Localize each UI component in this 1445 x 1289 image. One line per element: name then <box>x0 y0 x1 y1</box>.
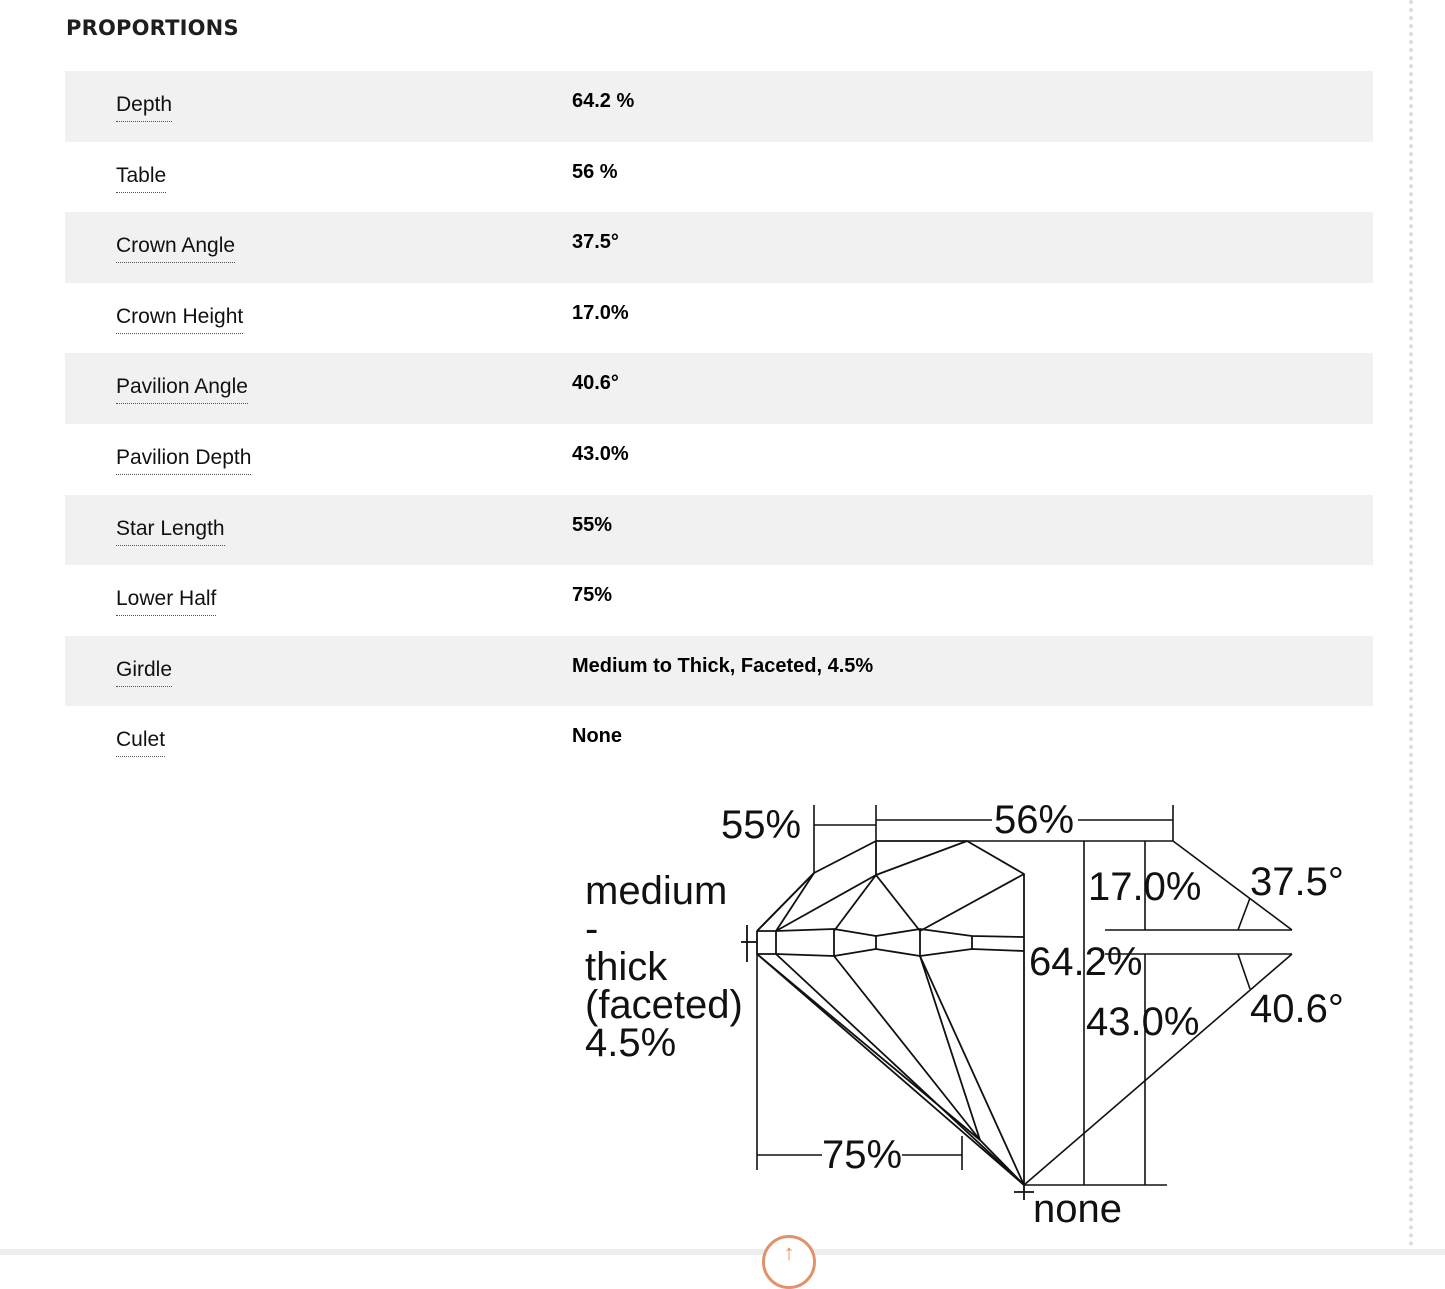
girdle-value: Medium to Thick, Faceted, 4.5% <box>572 654 874 677</box>
crown-facet <box>920 874 1024 931</box>
depth-label[interactable]: Depth <box>116 92 172 122</box>
scroll-to-top-button[interactable] <box>762 1235 816 1289</box>
crown-height-diagram-label: 17.0% <box>1088 865 1202 909</box>
pavilion-angle-diagram-label: 40.6° <box>1250 987 1344 1031</box>
girdle-line-percent: 4.5% <box>585 1021 677 1065</box>
crown-angle-diagram-label: 37.5° <box>1250 860 1344 904</box>
table-label[interactable]: Table <box>116 163 166 193</box>
pavilion-facet <box>834 956 980 1140</box>
crown-facet <box>757 873 814 931</box>
pavilion-angle-value: 40.6° <box>572 372 619 395</box>
proportions-table <box>65 71 1373 777</box>
table-row <box>65 495 1373 566</box>
table-row <box>65 706 1373 777</box>
girdle-diagram-label <box>585 869 743 1065</box>
crown-height-value: 17.0% <box>572 301 629 324</box>
lower-half-label[interactable]: Lower Half <box>116 586 216 616</box>
section-title: PROPORTIONS <box>66 16 239 40</box>
girdle-line-dash: - <box>585 907 599 951</box>
crown-height-label[interactable]: Crown Height <box>116 304 243 334</box>
table-row <box>65 142 1373 213</box>
crown-facet <box>834 875 876 931</box>
culet-diagram-label: none <box>1033 1187 1122 1231</box>
crown-facet <box>876 841 967 875</box>
diamond-outline <box>741 841 1034 1200</box>
culet-value: None <box>572 725 622 748</box>
table-diagram-label: 56% <box>994 798 1075 842</box>
pavilion-depth-label[interactable]: Pavilion Depth <box>116 445 251 475</box>
depth-value: 64.2 % <box>572 90 635 112</box>
crown-facet <box>776 873 814 931</box>
pavilion-facet <box>980 1140 1024 1185</box>
pavilion-facet <box>920 956 1024 1185</box>
crown-angle-value: 37.5° <box>572 231 619 254</box>
table-row <box>65 565 1373 636</box>
bottom-strip <box>0 1249 1445 1255</box>
table-row <box>65 212 1373 283</box>
pavilion-depth-diagram-label: 43.0% <box>1086 1000 1200 1044</box>
lower-half-value: 75% <box>572 584 613 607</box>
girdle-line-medium: medium <box>585 869 728 913</box>
dimension-lines <box>757 805 1292 1185</box>
pavilion-outline <box>757 954 1024 1185</box>
crown-angle-label[interactable]: Crown Angle <box>116 233 235 263</box>
table-row <box>65 71 1373 142</box>
girdle-bottom <box>757 949 1024 956</box>
girdle-line-thick: thick <box>585 945 668 989</box>
table-row <box>65 283 1373 354</box>
table-row <box>65 424 1373 495</box>
girdle-top <box>757 929 1024 937</box>
pavilion-angle-label[interactable]: Pavilion Angle <box>116 374 248 404</box>
girdle-label[interactable]: Girdle <box>116 657 172 687</box>
star-length-diagram-label: 55% <box>721 803 802 847</box>
table-row <box>65 353 1373 424</box>
pavilion-facet <box>776 954 1024 1185</box>
star-length-label[interactable]: Star Length <box>116 516 225 546</box>
pavilion-facet <box>757 954 980 1140</box>
crown-outline <box>757 841 1024 954</box>
star-length-value: 55% <box>572 513 613 536</box>
table-value: 56 % <box>572 160 618 183</box>
pavilion-depth-value: 43.0% <box>572 442 629 465</box>
culet-label[interactable]: Culet <box>116 727 165 757</box>
total-depth-diagram-label: 64.2% <box>1029 940 1143 984</box>
pavilion-facet <box>920 956 980 1140</box>
crown-facet <box>776 875 920 931</box>
scroll-guide <box>1409 0 1413 1255</box>
table-row <box>65 636 1373 707</box>
girdle-line-faceted: (faceted) <box>585 983 743 1027</box>
arrow-up-icon: ↑ <box>783 1240 795 1265</box>
lower-half-diagram-label: 75% <box>822 1133 903 1177</box>
